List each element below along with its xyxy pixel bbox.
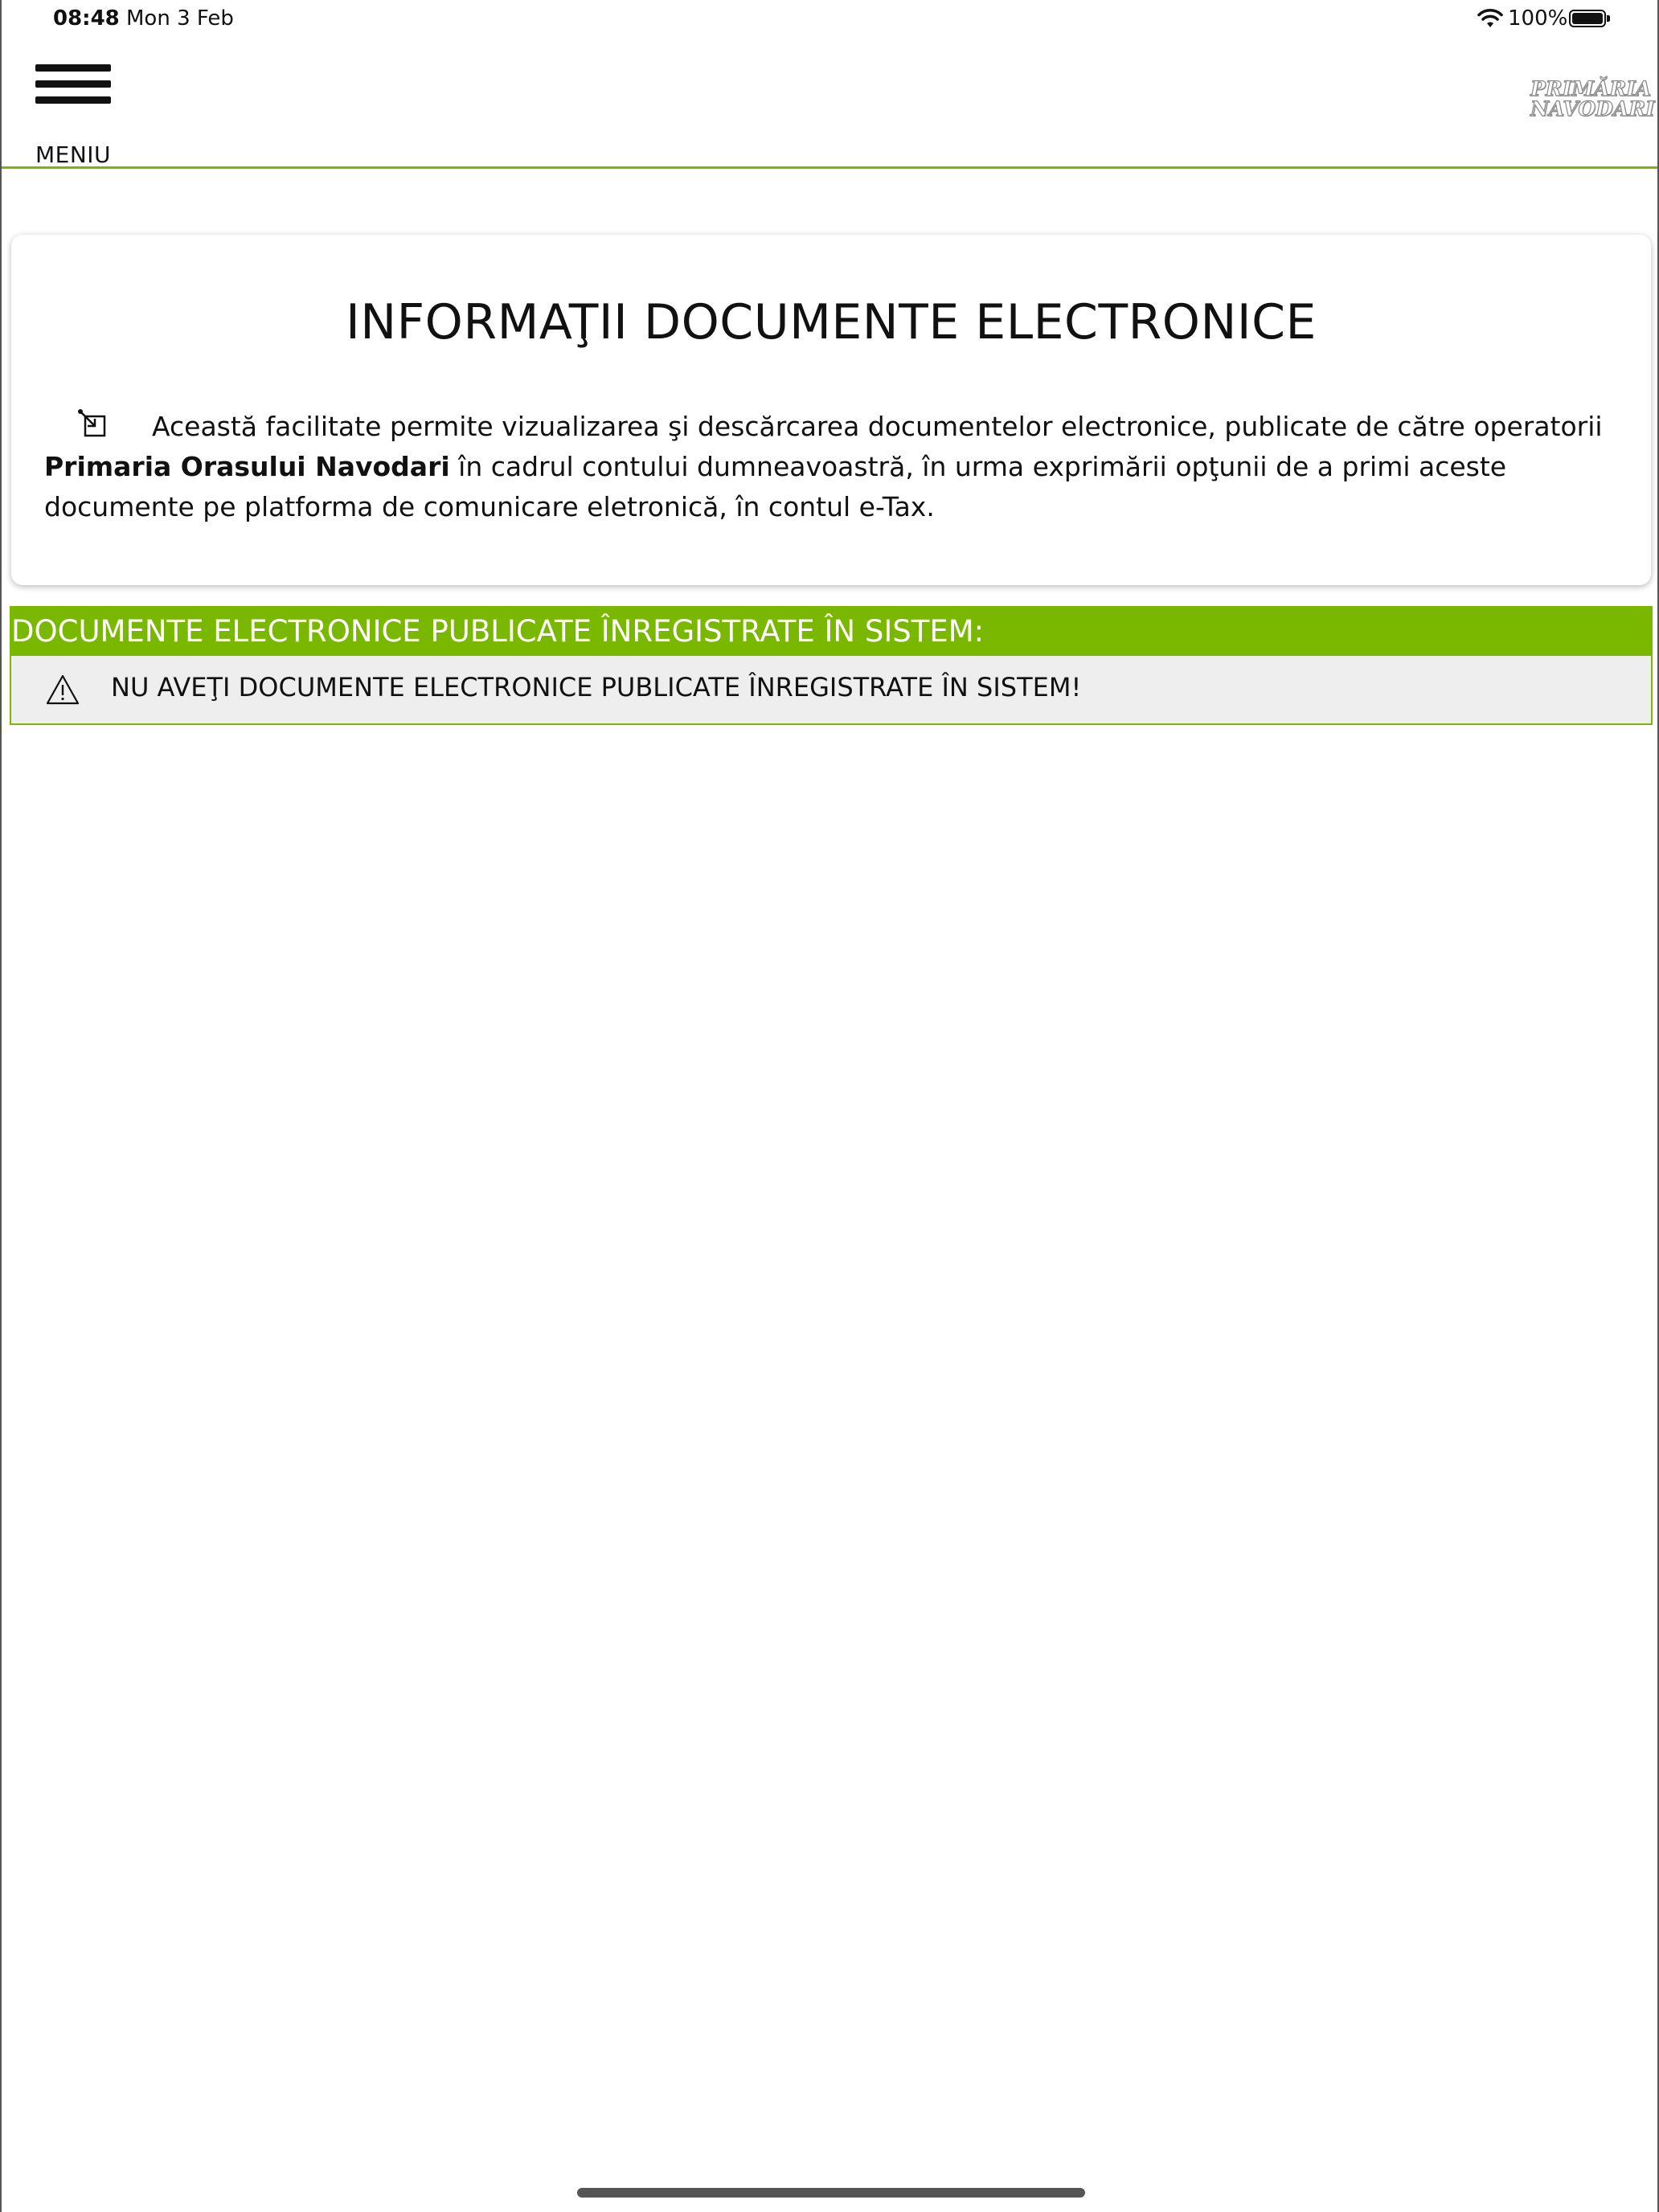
warning-icon: [45, 674, 80, 706]
institution-name: Primaria Orasului Navodari: [44, 451, 450, 482]
hamburger-icon: [35, 64, 111, 106]
status-date: Mon 3 Feb: [126, 6, 234, 31]
battery-icon: [1569, 10, 1606, 27]
menu-label: MENIU: [35, 141, 112, 168]
logo-line-1: PRIMĂRIA: [1530, 77, 1652, 100]
page-title: INFORMAŢII DOCUMENTE ELECTRONICE: [346, 294, 1317, 350]
battery-percentage: 100%: [1508, 6, 1568, 31]
menu-button[interactable]: [32, 63, 116, 168]
info-text-outro: în cadrul contului dumneavoastră, în urma exprimării opţunii de a primi aceste documente pe platforma de comunicare eletronică, în contul e-Tax.: [44, 451, 1507, 522]
app-header: [2, 39, 1657, 169]
status-bar: [2, 0, 1657, 39]
info-card: [11, 235, 1651, 585]
info-description: [44, 407, 1620, 527]
wifi-icon: [1477, 8, 1503, 29]
electronic-documents-section: [10, 606, 1653, 725]
no-documents-message: NU AVEŢI DOCUMENTE ELECTRONICE PUBLICATE ÎNREGISTRATE ÎN SISTEM!: [111, 672, 1082, 703]
home-indicator[interactable]: [577, 2188, 1085, 2198]
documents-section-header: DOCUMENTE ELECTRONICE PUBLICATE ÎNREGISTRATE ÎN SISTEM:: [11, 608, 1651, 656]
logo-line-2: NAVODARI: [1530, 97, 1655, 121]
primaria-navodari-logo[interactable]: [1530, 77, 1655, 121]
status-time: 08:48: [53, 6, 120, 31]
info-text-intro: Această facilitate permite vizualizarea şi descărcarea documentelor electronice, publicate de către operatorii: [152, 411, 1603, 442]
documents-empty-row: [11, 656, 1651, 723]
